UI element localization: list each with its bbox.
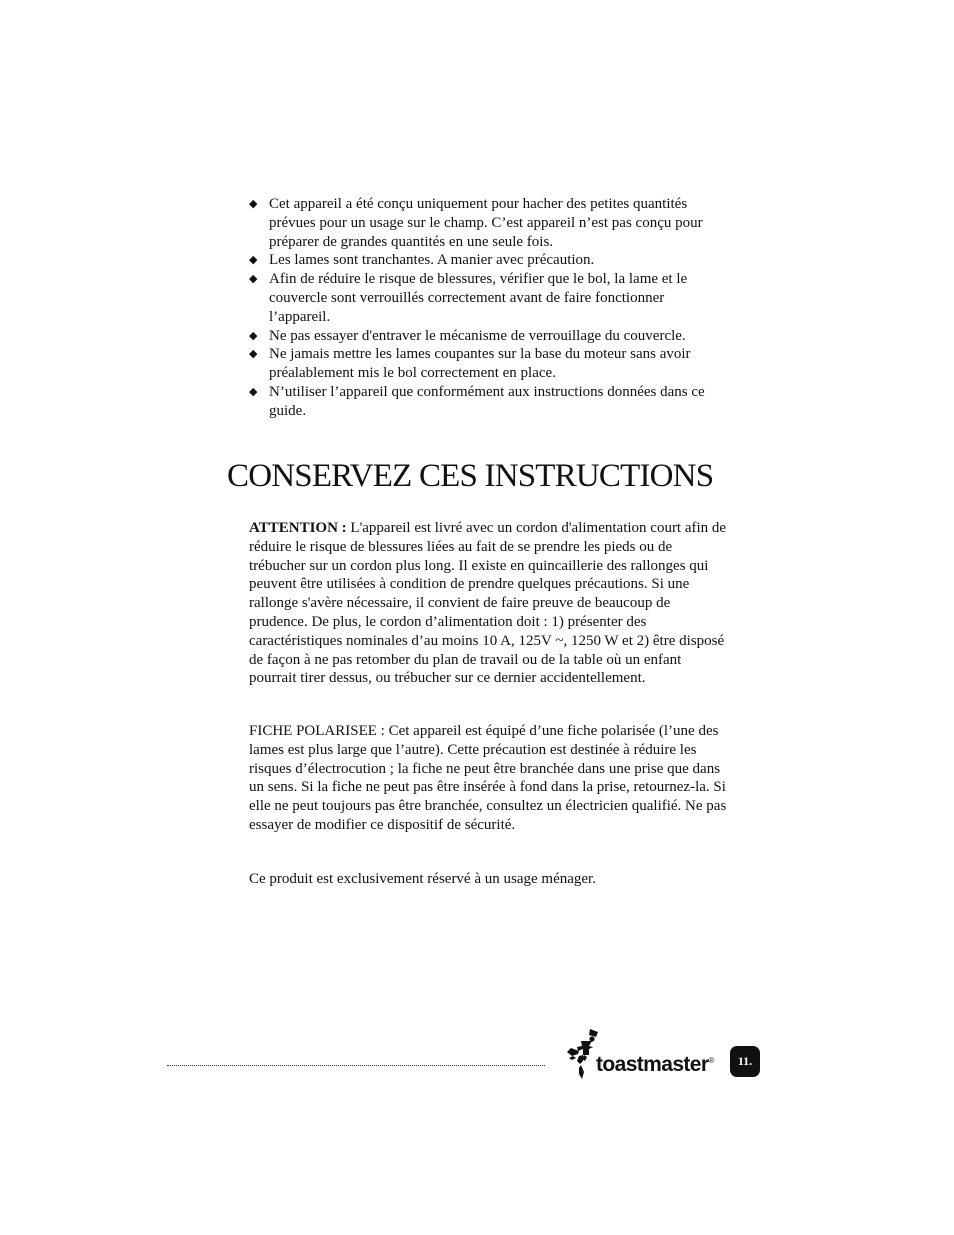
safety-bullet-list <box>249 195 729 421</box>
list-item <box>249 251 729 270</box>
attention-text: L'appareil est livré avec un cordon d'alimentation court afin de réduire le risque de blessures liées au fait de se prendre les pieds ou de trébucher sur un cordon plus long. Il existe en quincaillerie des rallonges qui peuvent être utilisées à condition de prendre quelques précautions. Si une rallonge s'avère nécessaire, il convient de faire preuve de beaucoup de prudence. De plus, le cordon d’alimentation doit : 1) présenter des caractéristiques nominales d’au moins 10 A, 125V ~, 1250 W et 2) être disposé de façon à ne pas retomber du plan de travail ou de la table où un enfant pourrait tirer dessus, ou trébucher sur ce dernier accidentellement. <box>249 520 727 687</box>
page-number-badge: 11. <box>730 1046 760 1077</box>
diamond-icon: ◆ <box>249 348 258 361</box>
diamond-icon: ◆ <box>249 198 258 210</box>
footer-dotted-rule <box>167 1065 545 1066</box>
section-heading: CONSERVEZ CES INSTRUCTIONS <box>227 458 714 494</box>
list-item <box>249 327 729 346</box>
diamond-icon: ◆ <box>249 329 258 342</box>
bullet-text: Ne jamais mettre les lames coupantes sur la base du moteur sans avoir préalablement mis le bol correctement en place. <box>269 346 691 382</box>
attention-paragraph <box>249 519 731 688</box>
list-item <box>249 195 729 251</box>
diamond-icon: ◆ <box>249 273 258 286</box>
bullet-text: Cet appareil a été conçu uniquement pour hacher des petites quantités prévues pour un usage sur le champ. C’est appareil n’est pas conçu pour préparer de grandes quantités en une seule fois. <box>269 196 703 250</box>
bullet-text: N’utiliser l’appareil que conformément aux instructions données dans ce guide. <box>269 383 705 419</box>
bullet-text: Afin de réduire le risque de blessures, vérifier que le bol, la lame et le couvercle sont verrouillés correctement avant de faire fonctionner l’appareil. <box>269 271 688 325</box>
trademark-symbol: ® <box>708 1056 714 1065</box>
bullet-text: Les lames sont tranchantes. A manier avec précaution. <box>269 252 595 269</box>
diamond-icon: ◆ <box>249 254 258 267</box>
brand-wordmark: toastmaster® <box>596 1053 714 1076</box>
household-use-note: Ce produit est exclusivement réservé à un usage ménager. <box>249 871 596 887</box>
polarized-plug-paragraph: FICHE POLARISEE : Cet appareil est équipé d’une fiche polarisée (l’une des lames est plus large que l’autre). Cette précaution est destinée à réduire les risques d’électrocution ; la fiche ne peut être branchée dans une prise que dans un sens. Si la fiche ne peut pas être insérée à fond dans la prise, retournez-la. Si elle ne peut toujours pas être branchée, consultez un électricien qualifié. Ne pas essayer de modifier ce dispositif de sécurité. <box>249 723 727 833</box>
list-item <box>249 383 729 421</box>
diamond-icon: ◆ <box>249 385 258 398</box>
bullet-text: Ne pas essayer d'entraver le mécanisme de verrouillage du couvercle. <box>269 327 686 344</box>
attention-label: ATTENTION : <box>249 520 347 536</box>
list-item <box>249 270 729 326</box>
list-item <box>249 345 729 383</box>
